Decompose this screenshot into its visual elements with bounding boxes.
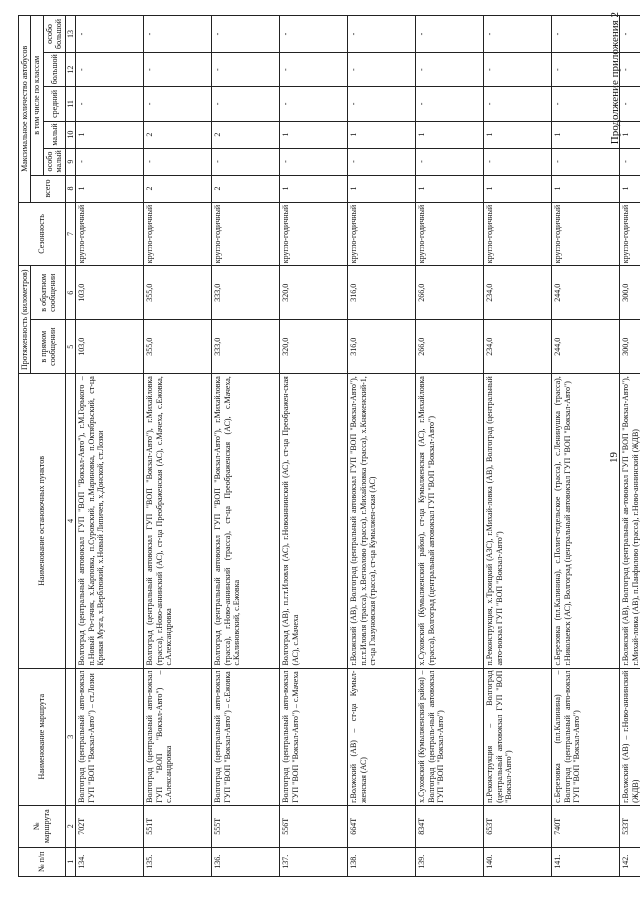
length-back-cell: 316,0 <box>348 266 416 320</box>
medium-class-cell: - <box>144 87 212 121</box>
very-large-class-cell: - <box>280 16 348 53</box>
season-cell: кругло-годичный <box>416 202 484 266</box>
length-forward-cell: 333,0 <box>212 320 280 374</box>
routes-table-body <box>76 16 640 877</box>
very-small-class-cell: - <box>212 148 280 175</box>
table-row <box>348 16 416 877</box>
total-buses-cell: 1 <box>484 175 552 202</box>
stops-cell: п.Реконструкция, х.Троицкий (АЗС), г.Михай-ловка (АВ), Волгоград (центральный авто-вокзал ГУП "ВОП "Вокзал-Авто") <box>484 374 552 668</box>
season-cell: кругло-годичный <box>280 202 348 266</box>
season-cell: кругло-годичный <box>484 202 552 266</box>
total-buses-cell: 1 <box>76 175 144 202</box>
very-small-class-cell: - <box>280 148 348 175</box>
very-large-class-cell: - <box>212 16 280 53</box>
stops-cell: Волгоград (центральный автовокзал ГУП "ВОП "Вокзал-Авто"), г.М.Горького – п.Новый Ро-гачик, х.Карповка, п.Суровский, п.Мариновка, п.Октябрьский, ст-ца Кривая Музга, х.Верблюжий, х.Новый Липичев, х.Донской, ст.Лозки <box>76 374 144 668</box>
small-class-cell: 2 <box>212 121 280 148</box>
row-num-cell: 139. <box>416 847 484 876</box>
col-number: 1 <box>65 847 75 876</box>
very-small-class-cell: - <box>416 148 484 175</box>
col-number: 2 <box>65 805 75 847</box>
route-number-cell: 664Т <box>348 805 416 847</box>
route-number-cell: 702Т <box>76 805 144 847</box>
very-small-class-cell: - <box>76 148 144 175</box>
very-large-class-cell: - <box>484 16 552 53</box>
total-buses-cell: 1 <box>280 175 348 202</box>
col-number: 4 <box>65 374 75 668</box>
length-forward-cell: 316,0 <box>348 320 416 374</box>
row-num-cell: 137. <box>280 847 348 876</box>
col-number: 7 <box>65 202 75 266</box>
medium-class-cell: - <box>416 87 484 121</box>
total-buses-cell: 1 <box>620 175 640 202</box>
route-name-cell: Волгоград (центральный авто-вокзал ГУП "ВОП "Вокзал-Авто") – с.Ежовка <box>212 668 280 805</box>
very-large-class-cell: - <box>144 16 212 53</box>
header-total: всего <box>31 175 65 202</box>
route-name-cell: Волгоград (центральный авто-вокзал ГУП "ВОП "Вокзал-Авто") – с.Мачеха <box>280 668 348 805</box>
route-name-cell: г.Волжский (АВ) – г.Ново-аннинский (ЖДВ) <box>620 668 640 805</box>
table-row <box>484 16 552 877</box>
season-cell: кругло-годичный <box>144 202 212 266</box>
large-class-cell: - <box>484 52 552 86</box>
row-num-cell: 138. <box>348 847 416 876</box>
total-buses-cell: 1 <box>348 175 416 202</box>
col-number: 11 <box>65 87 75 121</box>
col-number: 10 <box>65 121 75 148</box>
row-num-cell: 141. <box>552 847 620 876</box>
season-cell: кругло-годичный <box>348 202 416 266</box>
header-very-large: особо большой <box>43 16 65 53</box>
small-class-cell: 1 <box>484 121 552 148</box>
very-large-class-cell: - <box>620 16 640 53</box>
header-very-small: особо малый <box>43 148 65 175</box>
route-name-cell: п.Реконструкция – Волгоград (центральный автовокзал ГУП "ВОП "Вокзал-Авто") <box>484 668 552 805</box>
very-large-class-cell: - <box>416 16 484 53</box>
stops-cell: г.Волжский (АВ), Волгоград (центральный ав-товокзал ГУП "ВОП "Вокзал-Авто"), г.Михай-ловка (АВ), п.Панфилово (трасса), г.Ново-аннинский (ЖДВ) <box>620 374 640 668</box>
table-row <box>280 16 348 877</box>
medium-class-cell: - <box>484 87 552 121</box>
length-back-cell: 333,0 <box>212 266 280 320</box>
very-small-class-cell: - <box>484 148 552 175</box>
table-row <box>76 16 144 877</box>
route-name-cell: Волгоград (центральный авто-вокзал ГУП "ВОП "Вокзал-Авто") – с.Александровка <box>144 668 212 805</box>
header-length: Протяженность (километров) <box>19 266 31 374</box>
length-back-cell: 300,0 <box>620 266 640 320</box>
stops-cell: г.Волжский (АВ), Волгоград (центральный автовокзал ГУП "ВОП "Вокзал-Авто"), п.г.т.Иловля (трасса), х.Вегнолово (трасса), г.Михайловка (трасса), х.Княженский-1, ст-ца Глазуновская (трасса), ст-ца Кумылжен-ская (АС) <box>348 374 416 668</box>
medium-class-cell: - <box>280 87 348 121</box>
header-num: № п/п <box>19 847 66 876</box>
medium-class-cell: - <box>620 87 640 121</box>
large-class-cell: - <box>620 52 640 86</box>
small-class-cell: 1 <box>280 121 348 148</box>
route-name-cell: г.Волжский (АВ) – ст-ца Кумыл-женская (АС) <box>348 668 416 805</box>
page-number: 19 <box>608 452 620 463</box>
col-number: 9 <box>65 148 75 175</box>
stops-cell: Волгоград (центральный автовокзал ГУП "ВОП "Вокзал-Авто"), г.Михайловка (трасса), г.Ново-аннинский (АС), ст-ца Преображенская (АС), с.Мачеха, с.Ежовка, с.Александровка <box>144 374 212 668</box>
medium-class-cell: - <box>212 87 280 121</box>
route-number-cell: 834Т <box>416 805 484 847</box>
very-small-class-cell: - <box>620 148 640 175</box>
col-number: 12 <box>65 52 75 86</box>
row-num-cell: 140. <box>484 847 552 876</box>
col-number: 8 <box>65 175 75 202</box>
row-num-cell: 135. <box>144 847 212 876</box>
stops-cell: Волгоград (АВ), п.г.т.Иловля (АС), г.Новоаннинский (АС), ст-ца Преображен-ская (АС), с.Мачеха <box>280 374 348 668</box>
season-cell: кругло-годичный <box>212 202 280 266</box>
medium-class-cell: - <box>76 87 144 121</box>
length-forward-cell: 103,0 <box>76 320 144 374</box>
stops-cell: с.Березовка (пл.Калинина), с.Полит-отдельское (трасса), с.Ленинушка (трасса), г.Николаевск (АС), Волгоград (центральный автовокзал ГУП "ВОП "Вокзал-Авто") <box>552 374 620 668</box>
large-class-cell: - <box>348 52 416 86</box>
total-buses-cell: 1 <box>416 175 484 202</box>
header-small: малый <box>43 121 65 148</box>
header-length-back: в обратном сообщении <box>31 266 65 320</box>
stops-cell: х.Суховский (Кумылженский район), ст-ца Кумылженская (АС), г.Михайловка (трасса), Волгоград (центральный автовокзал ГУП "ВОП "Вокзал-Авто") <box>416 374 484 668</box>
table-row <box>144 16 212 877</box>
total-buses-cell: 1 <box>552 175 620 202</box>
large-class-cell: - <box>280 52 348 86</box>
very-large-class-cell: - <box>552 16 620 53</box>
total-buses-cell: 2 <box>212 175 280 202</box>
stops-cell: Волгоград (центральный автовокзал ГУП "ВОП "Вокзал-Авто"), г.Михайловка (трасса), г.Ново-аннинский (трасса), ст-ца Преображенская (АС), с.Мачеха, с.Калиновский, с.Ежовка <box>212 374 280 668</box>
length-forward-cell: 266,0 <box>416 320 484 374</box>
header-stops: Наименование остановочных пунктов <box>19 374 66 668</box>
row-num-cell: 142. <box>620 847 640 876</box>
small-class-cell: 1 <box>416 121 484 148</box>
season-cell: кругло-годичный <box>620 202 640 266</box>
header-season: Сезонность <box>19 202 66 266</box>
large-class-cell: - <box>416 52 484 86</box>
length-back-cell: 103,0 <box>76 266 144 320</box>
small-class-cell: 1 <box>620 121 640 148</box>
length-forward-cell: 355,0 <box>144 320 212 374</box>
col-number: 13 <box>65 16 75 53</box>
total-buses-cell: 2 <box>144 175 212 202</box>
small-class-cell: 1 <box>552 121 620 148</box>
medium-class-cell: - <box>348 87 416 121</box>
route-number-cell: 555Т <box>212 805 280 847</box>
header-medium: средний <box>43 87 65 121</box>
header-route-no: № маршрута <box>19 805 66 847</box>
season-cell: кругло-годичный <box>76 202 144 266</box>
small-class-cell: 1 <box>348 121 416 148</box>
route-name-cell: Волгоград (центральный авто-вокзал ГУП "ВОП "Вокзал-Авто") – ст.Лозки <box>76 668 144 805</box>
length-back-cell: 355,0 <box>144 266 212 320</box>
length-back-cell: 266,0 <box>416 266 484 320</box>
length-forward-cell: 244,0 <box>552 320 620 374</box>
length-back-cell: 234,0 <box>484 266 552 320</box>
very-large-class-cell: - <box>76 16 144 53</box>
length-forward-cell: 320,0 <box>280 320 348 374</box>
header-route-name: Наименование маршрута <box>19 668 66 805</box>
very-small-class-cell: - <box>348 148 416 175</box>
small-class-cell: 2 <box>144 121 212 148</box>
col-number: 5 <box>65 320 75 374</box>
table-row <box>416 16 484 877</box>
appendix-label: Продолжение приложения 2 <box>609 12 621 145</box>
small-class-cell: 1 <box>76 121 144 148</box>
header-large: большой <box>43 52 65 86</box>
route-number-cell: 740Т <box>552 805 620 847</box>
length-forward-cell: 300,0 <box>620 320 640 374</box>
route-number-cell: 653Т <box>484 805 552 847</box>
very-small-class-cell: - <box>144 148 212 175</box>
route-number-cell: 533Т <box>620 805 640 847</box>
route-number-cell: 551Т <box>144 805 212 847</box>
large-class-cell: - <box>212 52 280 86</box>
large-class-cell: - <box>76 52 144 86</box>
route-number-cell: 556Т <box>280 805 348 847</box>
header-max-buses: Максимальное количество автобусов <box>19 16 31 203</box>
header-by-class: в том числе по классам <box>31 16 43 176</box>
length-back-cell: 320,0 <box>280 266 348 320</box>
length-back-cell: 244,0 <box>552 266 620 320</box>
medium-class-cell: - <box>552 87 620 121</box>
header-length-fwd: в прямом сообщении <box>31 320 65 374</box>
row-num-cell: 134. <box>76 847 144 876</box>
table-row <box>620 16 640 877</box>
row-num-cell: 136. <box>212 847 280 876</box>
route-name-cell: с.Березовка (пл.Калинина) – Волгоград (центральный авто-вокзал ГУП "ВОП "Вокзал-Авто") <box>552 668 620 805</box>
large-class-cell: - <box>144 52 212 86</box>
routes-table <box>18 15 640 877</box>
season-cell: кругло-годичный <box>552 202 620 266</box>
table-row <box>212 16 280 877</box>
large-class-cell: - <box>552 52 620 86</box>
col-number: 3 <box>65 668 75 805</box>
very-small-class-cell: - <box>552 148 620 175</box>
table-row <box>552 16 620 877</box>
col-number: 6 <box>65 266 75 320</box>
length-forward-cell: 234,0 <box>484 320 552 374</box>
route-name-cell: х.Суховский (Кумылженский район) – Волгоград (централь-ный автовокзал ГУП "ВОП "Вокзал-Авто") <box>416 668 484 805</box>
very-large-class-cell: - <box>348 16 416 53</box>
